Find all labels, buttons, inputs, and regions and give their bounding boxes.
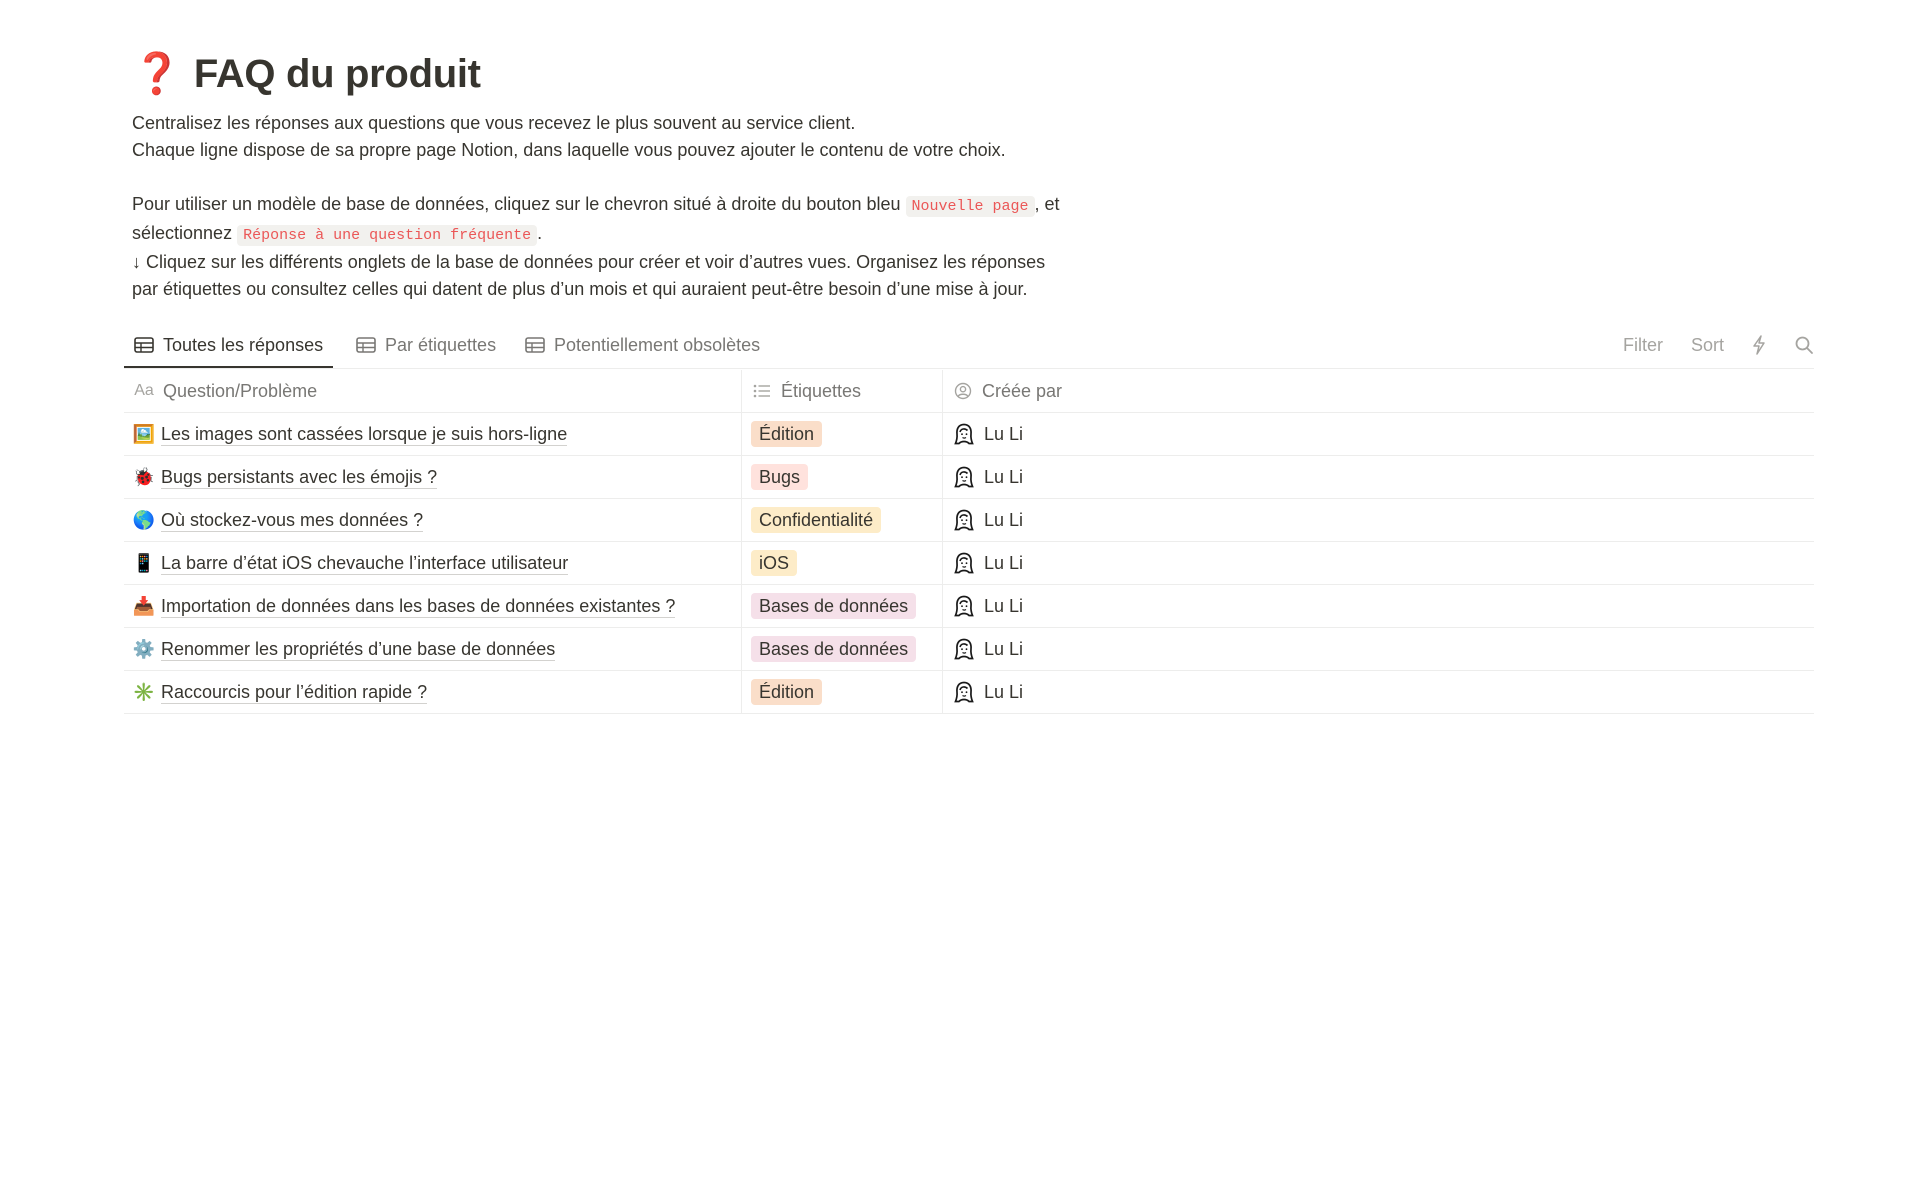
question-cell[interactable] — [124, 542, 742, 584]
tag-badge: Bases de données — [751, 593, 916, 619]
page-icon[interactable]: 📱 — [132, 552, 156, 574]
question-link[interactable]: La barre d’état iOS chevauche l’interface utilisateur — [161, 552, 569, 573]
tab-par-etiquettes[interactable] — [356, 324, 496, 366]
user-name: Lu Li — [984, 466, 1024, 487]
question-link[interactable]: Bugs persistants avec les émojis ? — [161, 466, 438, 487]
column-header-tags[interactable] — [742, 370, 943, 412]
table-row[interactable] — [124, 585, 1814, 628]
avatar — [952, 508, 976, 532]
tag-badge: Bases de données — [751, 636, 916, 662]
description-text: sélectionnez — [132, 223, 238, 243]
user-name: Lu Li — [984, 423, 1024, 444]
description-line: ↓ Cliquez sur les différents onglets de la base de données pour créer et voir d’autres vues. Organisez les réponses — [132, 252, 1046, 272]
table-icon — [134, 337, 154, 353]
description-line — [132, 220, 1132, 249]
column-header-question[interactable] — [124, 370, 742, 412]
created-by-cell[interactable] — [943, 499, 1814, 541]
table-icon — [525, 337, 545, 353]
description-text: Pour utiliser un modèle de base de données, cliquez sur le chevron situé à droite du bouton bleu — [132, 194, 906, 214]
table-icon — [356, 337, 376, 353]
page-title-row — [132, 46, 481, 102]
question-cell[interactable] — [124, 628, 742, 670]
table-row[interactable] — [124, 413, 1814, 456]
inline-code: Nouvelle page — [906, 196, 1035, 217]
page-icon[interactable]: ✳️ — [132, 681, 156, 703]
tag-badge: Confidentialité — [751, 507, 881, 533]
user-name: Lu Li — [984, 681, 1024, 702]
question-cell[interactable] — [124, 671, 742, 713]
avatar — [952, 422, 976, 446]
question-link[interactable]: Importation de données dans les bases de données existantes ? — [161, 595, 676, 616]
question-link[interactable]: Les images sont cassées lorsque je suis hors-ligne — [161, 423, 568, 444]
page-description — [132, 110, 1132, 303]
avatar — [952, 551, 976, 575]
description-line: par étiquettes ou consultez celles qui datent de plus d’un mois et qui auraient peut-être besoin d’une mise à jour. — [132, 279, 1028, 299]
question-link[interactable]: Raccourcis pour l’édition rapide ? — [161, 681, 428, 702]
tags-cell[interactable] — [742, 413, 943, 455]
table-row[interactable] — [124, 499, 1814, 542]
description-line: Chaque ligne dispose de sa propre page Notion, dans laquelle vous pouvez ajouter le contenu de votre choix. — [132, 140, 1006, 160]
description-line — [132, 191, 1132, 220]
page-icon[interactable]: 🖼️ — [132, 423, 156, 445]
view-toolbar — [1595, 324, 1814, 366]
text-property-icon: Aa — [134, 382, 154, 399]
table-row[interactable] — [124, 542, 1814, 585]
column-header-label: Étiquettes — [781, 380, 862, 401]
page-icon[interactable]: 🐞 — [132, 466, 156, 488]
lightning-icon — [1752, 335, 1766, 355]
tag-badge: iOS — [751, 550, 797, 576]
tab-label: Toutes les réponses — [163, 334, 324, 355]
tab-toutes-les-reponses[interactable] — [124, 324, 333, 368]
question-cell[interactable] — [124, 413, 742, 455]
user-name: Lu Li — [984, 552, 1024, 573]
tags-cell[interactable] — [742, 585, 943, 627]
search-button[interactable] — [1794, 335, 1814, 355]
created-by-cell[interactable] — [943, 456, 1814, 498]
person-circle-icon — [952, 382, 974, 400]
tags-cell[interactable] — [742, 628, 943, 670]
tag-badge: Bugs — [751, 464, 808, 490]
created-by-cell[interactable] — [943, 585, 1814, 627]
avatar — [952, 594, 976, 618]
automation-button[interactable] — [1752, 335, 1766, 355]
created-by-cell[interactable] — [943, 542, 1814, 584]
question-cell[interactable] — [124, 585, 742, 627]
page-icon[interactable]: ⚙️ — [132, 638, 156, 660]
question-mark-icon[interactable]: ❓ — [132, 51, 182, 97]
question-link[interactable]: Renommer les propriétés d’une base de données — [161, 638, 556, 659]
database-view-tabs — [124, 324, 1814, 369]
description-text: . — [537, 223, 543, 243]
tag-badge: Édition — [751, 679, 822, 705]
table-header — [124, 370, 1814, 413]
created-by-cell[interactable] — [943, 628, 1814, 670]
question-cell[interactable] — [124, 499, 742, 541]
tags-cell[interactable] — [742, 671, 943, 713]
avatar — [952, 465, 976, 489]
tags-cell[interactable] — [742, 542, 943, 584]
user-name: Lu Li — [984, 509, 1024, 530]
table-row[interactable] — [124, 671, 1814, 714]
question-cell[interactable] — [124, 456, 742, 498]
created-by-cell[interactable] — [943, 671, 1814, 713]
question-link[interactable]: Où stockez-vous mes données ? — [161, 509, 424, 530]
search-icon — [1794, 335, 1814, 355]
column-header-label: Question/Problème — [163, 380, 318, 401]
created-by-cell[interactable] — [943, 413, 1814, 455]
user-name: Lu Li — [984, 638, 1024, 659]
avatar — [952, 680, 976, 704]
table-row[interactable] — [124, 628, 1814, 671]
faq-table — [124, 370, 1814, 714]
tags-cell[interactable] — [742, 456, 943, 498]
description-line: Centralisez les réponses aux questions que vous recevez le plus souvent au service client. — [132, 113, 856, 133]
filter-button[interactable]: Filter — [1622, 334, 1663, 355]
tab-label: Par étiquettes — [385, 334, 497, 355]
column-header-created-by[interactable] — [943, 370, 1814, 412]
user-name: Lu Li — [984, 595, 1024, 616]
page-title[interactable]: FAQ du produit — [193, 51, 481, 96]
tag-badge: Édition — [751, 421, 822, 447]
inline-code: Réponse à une question fréquente — [237, 225, 537, 246]
avatar — [952, 637, 976, 661]
list-icon — [751, 384, 773, 398]
table-row[interactable] — [124, 456, 1814, 499]
tab-potentiellement-obsoletes[interactable] — [525, 324, 760, 366]
tab-label: Potentiellement obsolètes — [554, 334, 761, 355]
page-icon[interactable]: 🌎 — [132, 509, 156, 531]
tags-cell[interactable] — [742, 499, 943, 541]
description-text: , et — [1034, 194, 1060, 214]
column-header-label: Créée par — [982, 380, 1063, 401]
sort-button[interactable]: Sort — [1690, 334, 1724, 355]
page-icon[interactable]: 📥 — [132, 595, 156, 617]
